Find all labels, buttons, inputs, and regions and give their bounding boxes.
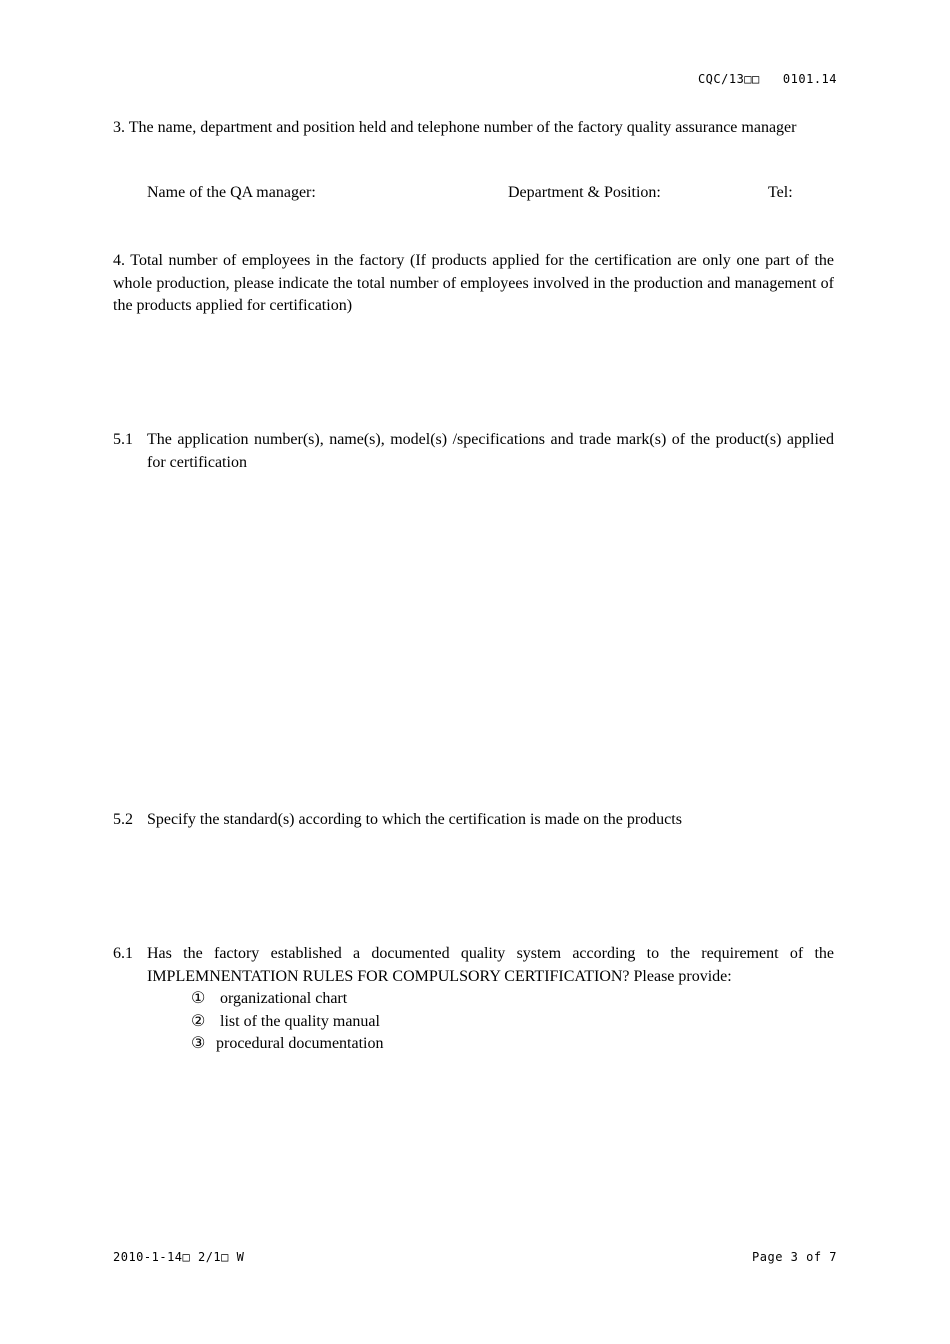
question-5-1: [113, 429, 834, 474]
question-number: 6.1: [113, 945, 133, 962]
qa-department-position-label: Department & Position:: [508, 184, 661, 201]
question-text: Has the factory established a documented quality system according to the requirement of the IMPLEMNENTATION RULES FOR COMPULSORY CERTIFICATION? Please provide:: [147, 945, 834, 985]
qa-manager-name-label: Name of the QA manager:: [147, 184, 316, 201]
list-item-label: procedural documentation: [216, 1035, 384, 1052]
qa-manager-fields: [0, 184, 950, 206]
question-6-1: [113, 943, 834, 1056]
footer-page-number: Page 3 of 7: [752, 1250, 837, 1264]
list-item-label: list of the quality manual: [216, 1012, 380, 1030]
required-documents-list: [191, 988, 834, 1056]
list-item-label: organizational chart: [216, 990, 348, 1007]
question-number: 5.2: [113, 811, 133, 828]
document-code: CQC/13□□ 0101.14: [697, 72, 837, 86]
list-item: [191, 988, 834, 1011]
list-item: [191, 1033, 834, 1056]
question-5-2: [113, 809, 834, 832]
question-text: Specify the standard(s) according to which the certification is made on the products: [147, 811, 682, 828]
question-3: 3. The name, department and position held and telephone number of the factory quality assurance manager: [113, 119, 797, 136]
list-item: [191, 1011, 834, 1034]
qa-telephone-label: Tel:: [768, 184, 793, 201]
circled-number-marker: ②: [191, 1012, 206, 1030]
circled-number-marker: ①: [191, 990, 206, 1007]
question-4: 4. Total number of employees in the factory (If products applied for the certification are only one part of the whole production, please indicate the total number of employees involved in the production and management of the products applied for certification): [113, 252, 834, 314]
circled-number-marker: ③: [191, 1035, 206, 1052]
question-number: 5.1: [113, 431, 133, 448]
footer-date: 2010-1-14□ 2/1□ W: [113, 1250, 245, 1264]
question-text: The application number(s), name(s), model(s) /specifications and trade mark(s) of the product(s) applied for certification: [147, 431, 834, 471]
